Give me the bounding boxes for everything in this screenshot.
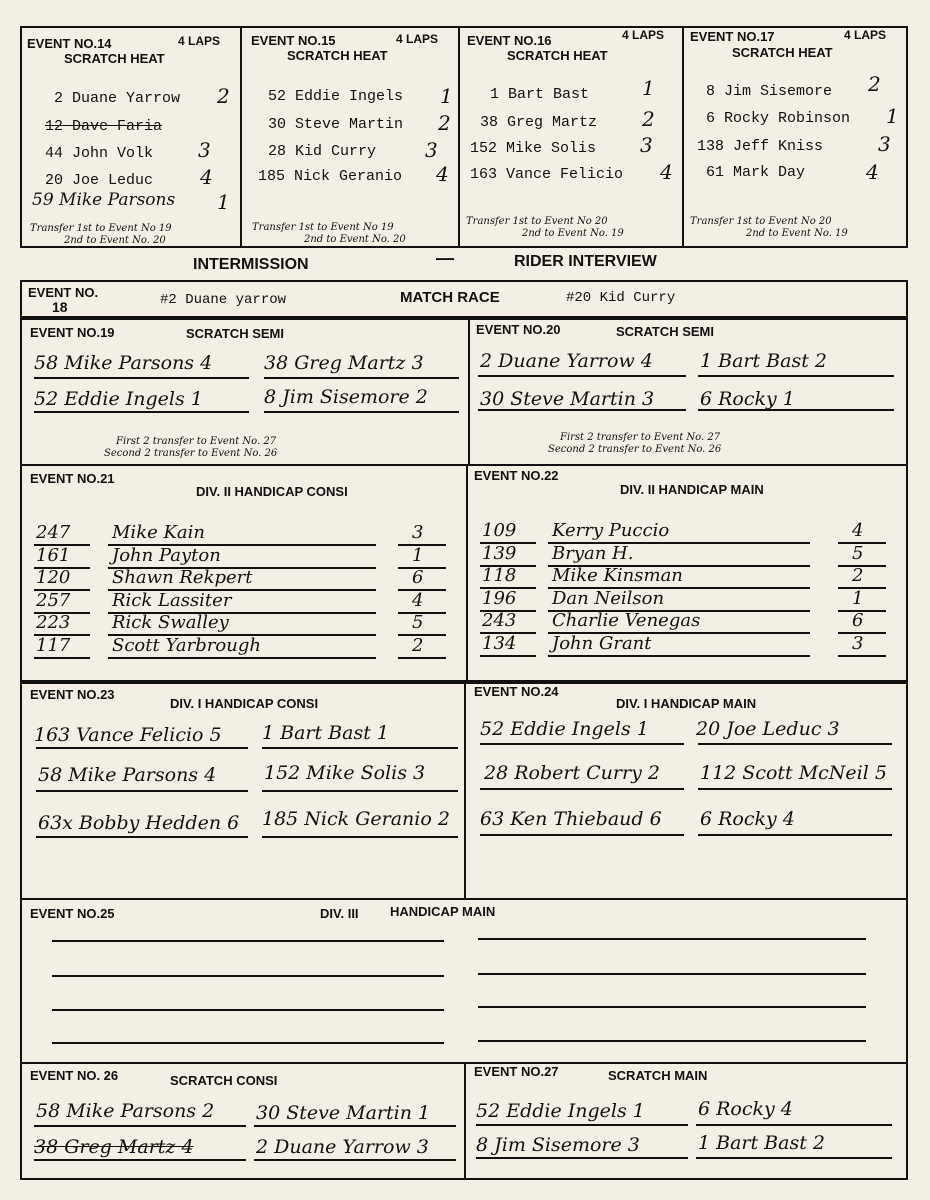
event-21-type: DIV. II HANDICAP CONSI (196, 484, 348, 499)
transfer-note: Transfer 1st to Event No 20 (690, 216, 832, 227)
rider: 2 Duane Yarrow (54, 90, 181, 107)
rule (838, 655, 886, 657)
finish-place: 1 (852, 587, 864, 609)
divider (464, 1062, 466, 1180)
blank-line (478, 1040, 866, 1042)
transfer-note: Second 2 transfer to Event No. 26 (104, 448, 278, 459)
transfer-note: 2nd to Event No. 20 (64, 235, 166, 246)
rule (262, 747, 458, 749)
result: 1 Bart Bast 2 (700, 350, 827, 372)
result: 30 Steve Martin 1 (256, 1102, 431, 1124)
event-19-title: EVENT NO.19 (30, 325, 115, 340)
finish-place: 4 (852, 520, 864, 541)
rider-name: Scott Yarbrough (112, 634, 261, 656)
finish-place: 6 (412, 567, 424, 588)
place: 2 (217, 84, 230, 108)
result: 2 Duane Yarrow 4 (480, 350, 653, 372)
rule (254, 1125, 456, 1127)
event-19-type: SCRATCH SEMI (186, 326, 284, 341)
rider-name: John Grant (552, 632, 652, 654)
rule (698, 788, 892, 790)
rule (696, 1157, 892, 1159)
blank-line (52, 975, 444, 977)
event-26-type: SCRATCH CONSI (170, 1073, 278, 1088)
rider: 61 Mark Day (706, 164, 806, 181)
result: 30 Steve Martin 3 (480, 388, 655, 410)
rule (262, 836, 458, 838)
place: 1 (440, 84, 453, 108)
result: 6 Rocky 4 (698, 1098, 793, 1120)
result: 8 Jim Sisemore 3 (476, 1134, 640, 1156)
result: 8 Jim Sisemore 2 (264, 386, 428, 408)
event-25-title: EVENT NO.25 (30, 906, 115, 921)
rider: 44 John Volk (45, 145, 154, 162)
rule (698, 409, 894, 411)
rule (36, 790, 248, 792)
rider-name: Mike Kinsman (552, 565, 683, 586)
blank-line (478, 973, 866, 975)
result: 185 Nick Geranio 2 (262, 808, 450, 830)
event-14-laps: 4 LAPS (178, 34, 221, 48)
rider-name: Rick Lassiter (112, 589, 232, 611)
rule (548, 655, 810, 657)
place: 4 (866, 160, 879, 184)
rider-scratched: 12 Dave Faria (45, 118, 163, 135)
place: 3 (640, 133, 653, 157)
rider: 138 Jeff Kniss (697, 138, 824, 155)
rule (476, 1124, 688, 1126)
match-rider-1: #2 Duane yarrow (160, 292, 287, 308)
event-24-type: DIV. I HANDICAP MAIN (616, 696, 757, 711)
event-17-type: SCRATCH HEAT (732, 45, 833, 60)
event-22-type: DIV. II HANDICAP MAIN (620, 482, 764, 497)
rider: 30 Steve Martin (268, 116, 404, 133)
event-24-title: EVENT NO.24 (474, 684, 559, 699)
transfer-note: First 2 transfer to Event No. 27 (116, 436, 277, 447)
transfer-note: First 2 transfer to Event No. 27 (560, 432, 721, 443)
place: 1 (217, 190, 230, 214)
rule (36, 747, 248, 749)
blank-line (52, 940, 444, 942)
bib-number: 196 (482, 587, 517, 609)
result: 152 Mike Solis 3 (264, 762, 426, 784)
event-16-laps: 4 LAPS (622, 28, 665, 42)
place: 4 (200, 165, 213, 189)
finish-place: 5 (412, 612, 424, 633)
place: 3 (425, 138, 438, 162)
finish-place: 4 (412, 589, 424, 611)
rule (34, 411, 249, 413)
rule (34, 657, 90, 659)
rider: 163 Vance Felicio (470, 166, 624, 183)
bib-number: 118 (482, 565, 517, 586)
event-27-type: SCRATCH MAIN (608, 1068, 708, 1083)
rule (478, 409, 686, 411)
divider (464, 680, 466, 900)
result: 20 Joe Leduc 3 (696, 718, 840, 740)
result: 1 Bart Bast 2 (698, 1132, 825, 1154)
event-20-type: SCRATCH SEMI (616, 324, 714, 339)
event-21-title: EVENT NO.21 (30, 471, 115, 486)
rule (476, 1157, 688, 1159)
rule (398, 657, 446, 659)
rider: 59 Mike Parsons (32, 190, 176, 210)
rule (264, 377, 459, 379)
event-20-title: EVENT NO.20 (476, 322, 561, 337)
result: 2 Duane Yarrow 3 (256, 1136, 429, 1158)
finish-place: 2 (852, 565, 864, 586)
result: 58 Mike Parsons 4 (38, 764, 217, 786)
event-23-title: EVENT NO.23 (30, 687, 115, 702)
rider-name: John Payton (112, 544, 221, 566)
event-16-title: EVENT NO.16 (467, 33, 552, 48)
place: 2 (438, 111, 451, 135)
result: 28 Robert Curry 2 (484, 762, 660, 784)
rule (696, 1124, 892, 1126)
finish-place: 6 (852, 610, 864, 631)
rule (34, 377, 249, 379)
event-26-title: EVENT NO. 26 (30, 1068, 119, 1083)
rider-name: Mike Kain (112, 522, 205, 543)
result: 38 Greg Martz 3 (264, 352, 424, 374)
result: 52 Eddie Ingels 1 (476, 1100, 645, 1122)
rule (698, 834, 892, 836)
result: 6 Rocky 1 (700, 388, 795, 410)
rule (264, 411, 459, 413)
event-25-div: DIV. III (320, 906, 359, 921)
result: 112 Scott McNeil 5 (700, 762, 887, 784)
place: 1 (642, 76, 655, 100)
rider: 52 Eddie Ingels (268, 88, 404, 105)
result: 58 Mike Parsons 2 (36, 1100, 215, 1122)
event-16-type: SCRATCH HEAT (507, 48, 608, 63)
result: 63x Bobby Hedden 6 (38, 812, 240, 834)
result: 58 Mike Parsons 4 (34, 352, 213, 374)
result: 1 Bart Bast 1 (262, 722, 389, 744)
event-15-type: SCRATCH HEAT (287, 48, 388, 63)
rider: 8 Jim Sisemore (706, 83, 833, 100)
result: 52 Eddie Ingels 1 (480, 718, 649, 740)
finish-place: 1 (412, 544, 424, 566)
event-17-laps: 4 LAPS (844, 28, 887, 42)
result: 6 Rocky 4 (700, 808, 795, 830)
rider: 1 Bart Bast (490, 86, 590, 103)
result: 38 Greg Martz 4 (34, 1136, 194, 1158)
rider: 152 Mike Solis (470, 140, 597, 157)
blank-line (52, 1042, 444, 1044)
finish-place: 3 (852, 632, 864, 654)
rule (34, 1125, 246, 1127)
event-15-title: EVENT NO.15 (251, 33, 336, 48)
match-race-title: MATCH RACE (400, 289, 500, 306)
rule (698, 743, 892, 745)
transfer-note: Transfer 1st to Event No 20 (466, 216, 608, 227)
bib-number: 120 (36, 567, 71, 588)
rider: 28 Kid Curry (268, 143, 377, 160)
place: 2 (642, 107, 655, 131)
bib-number: 243 (482, 610, 517, 631)
event-14-type: SCRATCH HEAT (64, 51, 165, 66)
event-14-title: EVENT NO.14 (27, 36, 112, 51)
transfer-note: 2nd to Event No. 19 (522, 228, 624, 239)
rider-name: Dan Neilson (552, 587, 665, 609)
intermission-label: INTERMISSION (193, 256, 309, 273)
rider-name: Rick Swalley (112, 612, 229, 633)
match-rider-2: #20 Kid Curry (566, 290, 676, 306)
finish-place: 5 (852, 542, 864, 564)
divider (468, 318, 470, 466)
rider-name: Kerry Puccio (552, 520, 670, 541)
transfer-note: 2nd to Event No. 20 (304, 234, 406, 245)
rider: 6 Rocky Robinson (706, 110, 851, 127)
place: 4 (660, 160, 673, 184)
blank-line (52, 1009, 444, 1011)
transfer-note: Transfer 1st to Event No 19 (30, 223, 172, 234)
rule (262, 790, 458, 792)
finish-place: 2 (412, 634, 424, 656)
divider (466, 464, 468, 684)
place: 3 (878, 132, 891, 156)
bib-number: 257 (36, 589, 71, 611)
intermission-dash: — (436, 248, 454, 268)
place: 4 (436, 162, 449, 186)
place: 2 (868, 72, 881, 96)
bib-number: 223 (36, 612, 71, 633)
result: 63 Ken Thiebaud 6 (480, 808, 662, 830)
event-17-title: EVENT NO.17 (690, 29, 775, 44)
rider: 20 Joe Leduc (45, 172, 154, 189)
event-27-title: EVENT NO.27 (474, 1064, 559, 1079)
rule (480, 788, 684, 790)
bib-number: 161 (36, 544, 71, 566)
rule (480, 834, 684, 836)
bib-number: 117 (36, 634, 71, 656)
event-18-number: 18 (52, 299, 68, 315)
event-25-type: HANDICAP MAIN (390, 904, 496, 919)
rider-interview-label: RIDER INTERVIEW (514, 253, 657, 270)
rule (480, 655, 536, 657)
rule (698, 375, 894, 377)
blank-line (478, 938, 866, 940)
bib-number: 134 (482, 632, 517, 654)
rider-name: Shawn Rekpert (112, 567, 253, 588)
place: 1 (886, 104, 899, 128)
transfer-note: Transfer 1st to Event No 19 (252, 222, 394, 233)
blank-line (478, 1006, 866, 1008)
rider-name: Bryan H. (552, 542, 634, 564)
event-15-laps: 4 LAPS (396, 32, 439, 46)
rider: 185 Nick Geranio (258, 168, 403, 185)
transfer-note: 2nd to Event No. 19 (746, 228, 848, 239)
bib-number: 139 (482, 542, 517, 564)
rule (34, 1159, 246, 1161)
bib-number: 109 (482, 520, 517, 541)
event-23-type: DIV. I HANDICAP CONSI (170, 696, 319, 711)
rule (254, 1159, 456, 1161)
place: 3 (198, 138, 211, 162)
rider-name: Charlie Venegas (552, 610, 701, 631)
rule (36, 836, 248, 838)
rule (478, 375, 686, 377)
bib-number: 247 (36, 522, 71, 543)
event-22-title: EVENT NO.22 (474, 468, 559, 483)
rule (480, 743, 684, 745)
finish-place: 3 (412, 522, 424, 543)
rule (108, 657, 376, 659)
result: 163 Vance Felicio 5 (34, 724, 222, 746)
rider: 38 Greg Martz (480, 114, 598, 131)
result: 52 Eddie Ingels 1 (34, 388, 203, 410)
transfer-note: Second 2 transfer to Event No. 26 (548, 444, 722, 455)
event-18-title: EVENT NO. (28, 285, 99, 300)
